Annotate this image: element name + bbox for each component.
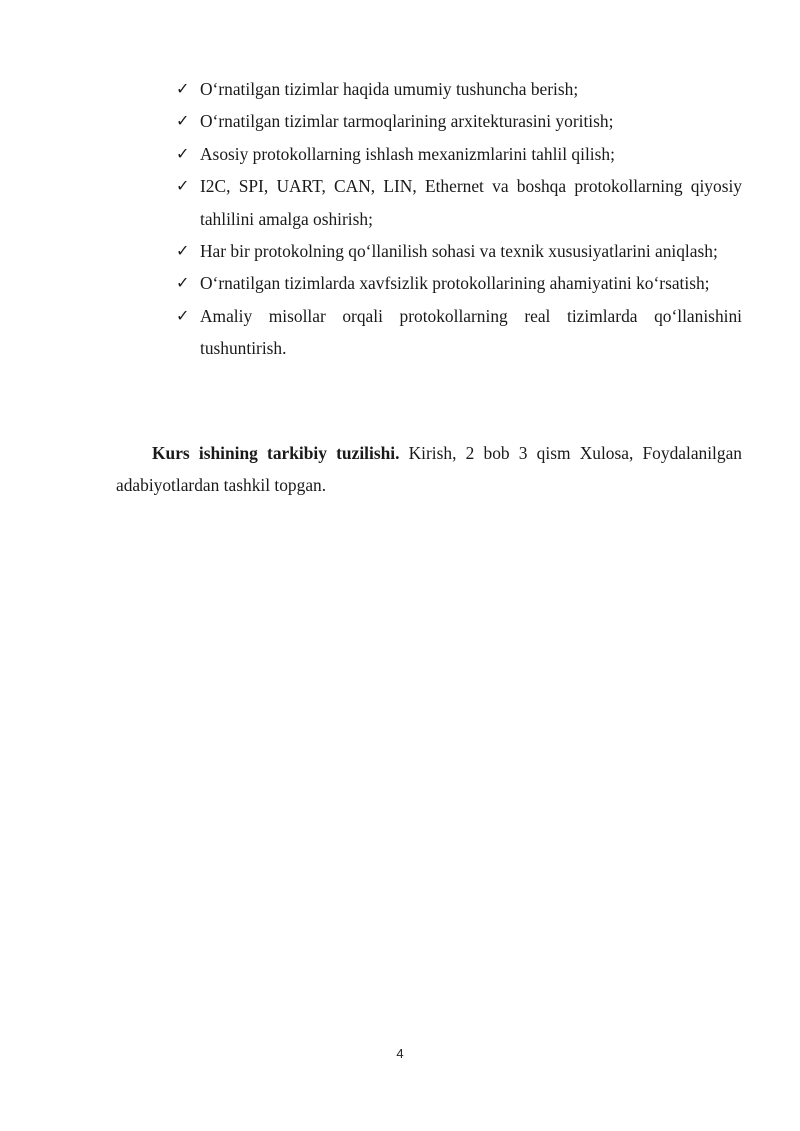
list-item-text: Asosiy protokollarning ishlash mexanizmlarini tahlil qilish; (200, 143, 615, 164)
objectives-checklist (176, 73, 742, 365)
list-item (176, 170, 742, 235)
list-item (176, 300, 742, 365)
checkmark-icon: ✓ (176, 111, 190, 131)
list-item (176, 73, 742, 105)
structure-paragraph (116, 437, 742, 502)
list-item (176, 138, 742, 170)
list-item-text: O‘rnatilgan tizimlar haqida umumiy tushuncha berish; (200, 79, 579, 99)
list-item-text: O‘rnatilgan tizimlarda xavfsizlik protokollarining ahamiyatini ko‘rsatish; (200, 273, 710, 294)
checkmark-icon: ✓ (176, 143, 190, 163)
structure-heading: Kurs ishining tarkibiy tuzilishi. (152, 443, 400, 463)
checkmark-icon: ✓ (176, 241, 190, 261)
list-item (176, 235, 742, 267)
list-item-text: Har bir protokolning qo‘llanilish sohasi va texnik xususiyatlarini aniqlash; (200, 241, 718, 262)
checkmark-icon: ✓ (176, 176, 190, 196)
list-item-text: I2C, SPI, UART, CAN, LIN, Ethernet va boshqa protokollarning qiyosiy tahlilini amalga oshirish; (200, 176, 742, 229)
list-item (176, 267, 742, 299)
page-number: 4 (396, 1046, 404, 1061)
checkmark-icon: ✓ (176, 79, 190, 98)
list-item (176, 105, 742, 137)
list-item-text: O‘rnatilgan tizimlar tarmoqlarining arxitekturasini yoritish; (200, 111, 614, 132)
checkmark-icon: ✓ (176, 305, 190, 325)
checkmark-icon: ✓ (176, 273, 190, 293)
list-item-text: Amaliy misollar orqali protokollarning real tizimlarda qo‘llanishini tushuntirish. (200, 305, 742, 359)
structure-body: Kirish, 2 bob 3 qism Xulosa, Foydalanilgan adabiyotlardan tashkil topgan. (116, 443, 742, 496)
